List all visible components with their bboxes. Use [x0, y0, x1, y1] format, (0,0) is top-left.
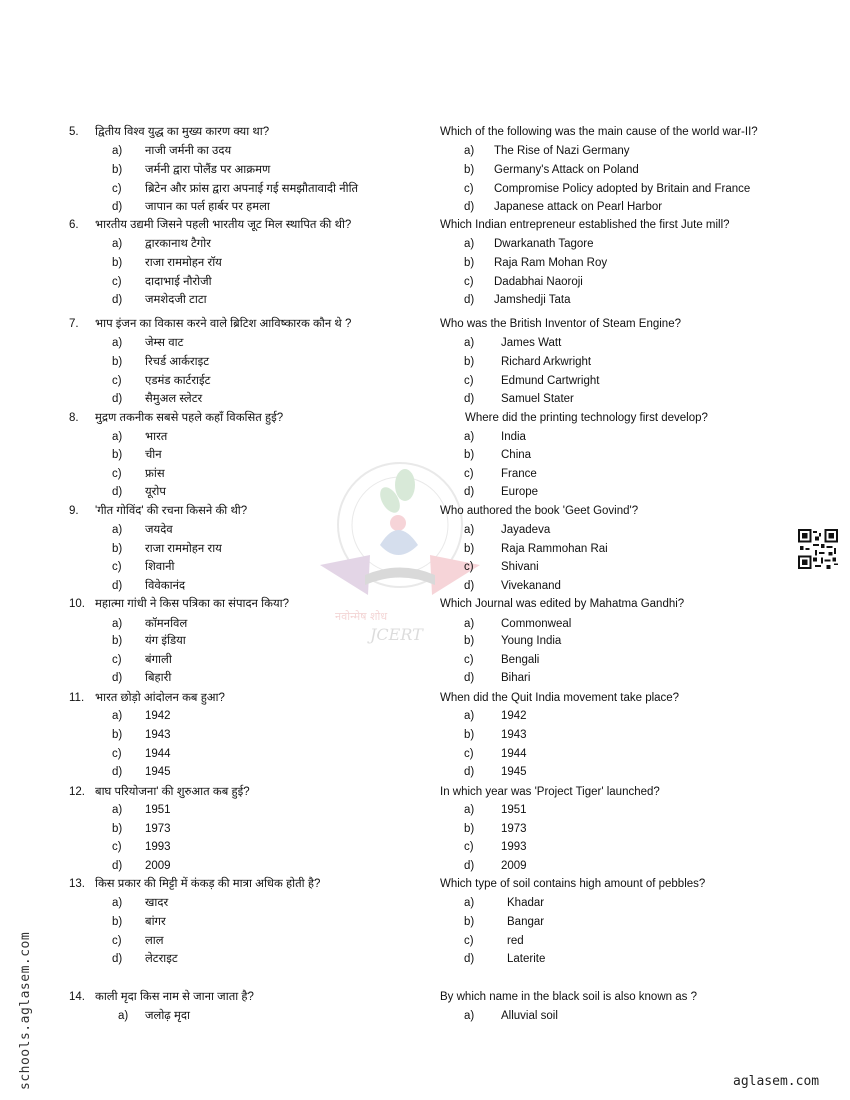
question-text-english: Which of the following was the main cause of the world war-II? [440, 126, 758, 138]
option-label-english: c) [464, 468, 474, 480]
question-text-english: Where did the printing technology first develop? [465, 412, 708, 424]
option-label-english: d) [464, 294, 475, 306]
option-label-english: c) [464, 935, 474, 947]
question-text-hindi: किस प्रकार की मिट्टी में कंकड़ की मात्रा अधिक होती है? [95, 878, 321, 890]
option-text-english: Alluvial soil [501, 1010, 558, 1022]
option-text-english: Vivekanand [501, 580, 561, 592]
option-text-english: 2009 [501, 860, 527, 872]
question-text-hindi: भाप इंजन का विकास करने वाले ब्रिटिश आविष्कारक कौन थे ? [95, 318, 352, 330]
option-label-hindi: a) [118, 1010, 129, 1022]
option-text-english: Samuel Stater [501, 393, 574, 405]
option-text-english: The Rise of Nazi Germany [494, 145, 630, 157]
option-label-english: c) [464, 654, 474, 666]
question-number: 14. [69, 991, 85, 1003]
qr-code-icon [798, 529, 838, 569]
question-text-english: Who was the British Inventor of Steam Engine? [440, 318, 681, 330]
question-text-english: Which Indian entrepreneur established the first Jute mill? [440, 219, 730, 231]
option-label-english: d) [464, 766, 475, 778]
option-text-hindi: चीन [145, 449, 162, 461]
option-label-hindi: d) [112, 393, 123, 405]
question-text-hindi: महात्मा गांधी ने किस पत्रिका का संपादन किया? [95, 598, 289, 610]
option-label-hindi: b) [112, 257, 123, 269]
option-label-english: d) [464, 953, 475, 965]
option-text-hindi: विवेकानंद [145, 580, 186, 592]
option-text-english: Richard Arkwright [501, 356, 592, 368]
option-label-english: a) [464, 145, 475, 157]
option-text-hindi: जर्मनी द्वारा पोलैंड पर आक्रमण [145, 164, 271, 176]
option-label-hindi: b) [112, 729, 123, 741]
option-text-english: India [501, 431, 526, 443]
option-label-english: b) [464, 729, 475, 741]
option-text-hindi: जलोढ़ मृदा [145, 1010, 190, 1022]
option-label-hindi: d) [112, 860, 123, 872]
option-label-english: c) [464, 748, 474, 760]
option-text-hindi: लेटराइट [145, 953, 178, 965]
question-number: 7. [69, 318, 79, 330]
option-text-hindi: एडमंड कार्टराईट [145, 375, 211, 387]
option-text-english: 1945 [501, 766, 527, 778]
option-label-english: a) [464, 897, 475, 909]
option-label-hindi: d) [112, 486, 123, 498]
option-label-english: d) [464, 393, 475, 405]
option-label-hindi: b) [112, 164, 123, 176]
option-label-hindi: c) [112, 935, 122, 947]
footer-url: aglasem.com [733, 1074, 820, 1089]
question-text-english: Which Journal was edited by Mahatma Gandhi? [440, 598, 685, 610]
option-label-hindi: a) [112, 897, 123, 909]
option-text-hindi: दादाभाई नौरोजी [145, 276, 212, 288]
option-text-hindi: 1973 [145, 823, 171, 835]
option-text-hindi: रिचर्ड आर्कराइट [145, 356, 210, 368]
option-label-hindi: c) [112, 276, 122, 288]
option-text-hindi: जमशेदजी टाटा [145, 294, 207, 306]
option-text-hindi: 1993 [145, 841, 171, 853]
option-text-hindi: यंग इंडिया [145, 635, 186, 647]
option-label-hindi: c) [112, 375, 122, 387]
question-number: 6. [69, 219, 79, 231]
option-label-hindi: a) [112, 524, 123, 536]
option-text-hindi: नाजी जर्मनी का उदय [145, 145, 232, 157]
option-label-english: d) [464, 580, 475, 592]
question-text-english: Which type of soil contains high amount of pebbles? [440, 878, 706, 890]
option-label-english: c) [464, 561, 474, 573]
option-text-english: Germany's Attack on Poland [494, 164, 639, 176]
option-text-hindi: सैमुअल स्लेटर [145, 393, 203, 405]
option-text-english: Jamshedji Tata [494, 294, 571, 306]
option-text-hindi: 1944 [145, 748, 171, 760]
question-text-english: In which year was 'Project Tiger' launched? [440, 786, 660, 798]
option-text-hindi: फ्रांस [145, 468, 165, 480]
option-label-english: b) [464, 356, 475, 368]
option-text-english: France [501, 468, 537, 480]
jcert-watermark-logo [310, 445, 480, 645]
option-text-english: 1993 [501, 841, 527, 853]
question-number: 12. [69, 786, 85, 798]
option-label-hindi: c) [112, 468, 122, 480]
option-text-hindi: कॉमनविल [145, 618, 188, 630]
option-text-english: Europe [501, 486, 539, 498]
option-text-english: Young India [501, 635, 562, 647]
question-text-hindi: 'गीत गोविंद' की रचना किसने की थी? [95, 505, 248, 517]
option-text-english: Bangar [507, 916, 545, 928]
question-text-hindi: बाघ परियोजना' की शुरुआत कब हुई? [95, 786, 250, 798]
option-text-hindi: लाल [145, 935, 164, 947]
option-text-english: 1942 [501, 710, 527, 722]
option-text-english: 1951 [501, 804, 527, 816]
question-number: 11. [69, 692, 85, 704]
option-text-hindi: 2009 [145, 860, 171, 872]
option-text-hindi: 1943 [145, 729, 171, 741]
option-label-hindi: a) [112, 618, 123, 630]
option-label-hindi: c) [112, 183, 122, 195]
option-label-english: b) [464, 635, 475, 647]
question-text-hindi: मुद्रण तकनीक सबसे पहले कहाँ विकसित हुई? [95, 412, 284, 424]
option-label-english: a) [464, 524, 475, 536]
option-text-english: Jayadeva [501, 524, 551, 536]
option-label-english: a) [464, 337, 475, 349]
option-text-hindi: 1945 [145, 766, 171, 778]
option-label-hindi: a) [112, 337, 123, 349]
question-text-english: By which name in the black soil is also known as ? [440, 991, 697, 1003]
option-text-english: Khadar [507, 897, 545, 909]
option-label-english: c) [464, 841, 474, 853]
question-number: 8. [69, 412, 79, 424]
option-label-english: d) [464, 672, 475, 684]
option-label-hindi: b) [112, 543, 123, 555]
option-label-english: c) [464, 375, 474, 387]
option-label-english: a) [464, 710, 475, 722]
option-label-english: b) [464, 916, 475, 928]
option-label-hindi: a) [112, 145, 123, 157]
option-text-english: red [507, 935, 524, 947]
option-label-english: c) [464, 276, 474, 288]
option-text-english: China [501, 449, 532, 461]
option-text-hindi: राजा राममोहन राय [145, 543, 222, 555]
option-label-hindi: d) [112, 672, 123, 684]
option-label-hindi: c) [112, 561, 122, 573]
watermark-code: JCERT [370, 625, 423, 644]
option-text-hindi: खादर [145, 897, 169, 909]
option-text-hindi: ब्रिटेन और फ्रांस द्वारा अपनाई गई समझौतावादी नीति [145, 183, 359, 195]
option-label-hindi: c) [112, 748, 122, 760]
question-number: 5. [69, 126, 79, 138]
option-text-hindi: बंगाली [145, 654, 172, 666]
option-text-english: Compromise Policy adopted by Britain and France [494, 183, 751, 195]
option-text-hindi: जापान का पर्ल हार्बर पर हमला [145, 201, 270, 213]
option-text-hindi: भारत [145, 431, 168, 443]
side-watermark-url: schools.aglasem.com [18, 931, 33, 1090]
option-label-hindi: a) [112, 238, 123, 250]
option-label-english: b) [464, 543, 475, 555]
option-label-hindi: b) [112, 635, 123, 647]
option-label-english: c) [464, 183, 474, 195]
option-label-hindi: d) [112, 766, 123, 778]
option-text-hindi: शिवानी [145, 561, 175, 573]
option-text-english: Raja Ram Mohan Roy [494, 257, 608, 269]
option-label-english: b) [464, 823, 475, 835]
option-label-hindi: d) [112, 201, 123, 213]
question-text-hindi: भारत छोड़ो आंदोलन कब हुआ? [95, 692, 225, 704]
option-label-english: a) [464, 804, 475, 816]
option-label-hindi: b) [112, 356, 123, 368]
option-text-hindi: जयदेव [145, 524, 173, 536]
question-number: 9. [69, 505, 79, 517]
option-text-english: Raja Rammohan Rai [501, 543, 608, 555]
option-text-english: Bihari [501, 672, 531, 684]
option-text-hindi: जेम्स वाट [145, 337, 184, 349]
option-text-hindi: 1951 [145, 804, 171, 816]
option-label-hindi: d) [112, 953, 123, 965]
option-text-english: Commonweal [501, 618, 572, 630]
question-text-hindi: काली मृदा किस नाम से जाना जाता है? [95, 991, 254, 1003]
option-label-hindi: c) [112, 841, 122, 853]
option-label-hindi: b) [112, 916, 123, 928]
option-text-english: Laterite [507, 953, 546, 965]
option-label-english: d) [464, 486, 475, 498]
option-text-hindi: द्वारकानाथ टैगोर [145, 238, 211, 250]
option-label-english: a) [464, 431, 475, 443]
option-label-hindi: b) [112, 823, 123, 835]
option-text-hindi: बांगर [145, 916, 166, 928]
option-label-hindi: a) [112, 804, 123, 816]
option-label-hindi: a) [112, 431, 123, 443]
option-text-english: Dwarkanath Tagore [494, 238, 594, 250]
option-text-hindi: यूरोप [145, 486, 166, 498]
option-text-english: James Watt [501, 337, 562, 349]
question-number: 13. [69, 878, 85, 890]
option-label-english: a) [464, 618, 475, 630]
option-label-hindi: b) [112, 449, 123, 461]
option-label-hindi: d) [112, 580, 123, 592]
option-text-english: Edmund Cartwright [501, 375, 600, 387]
question-text-hindi: भारतीय उद्यमी जिसने पहली भारतीय जूट मिल स्थापित की थी? [95, 219, 352, 231]
option-text-english: 1943 [501, 729, 527, 741]
option-label-hindi: a) [112, 710, 123, 722]
option-label-english: b) [464, 449, 475, 461]
option-label-hindi: c) [112, 654, 122, 666]
option-label-english: b) [464, 257, 475, 269]
option-label-english: d) [464, 201, 475, 213]
option-label-english: b) [464, 164, 475, 176]
watermark-motto: नवोन्मेष शोध [335, 610, 388, 623]
option-text-english: 1973 [501, 823, 527, 835]
option-label-english: a) [464, 1010, 475, 1022]
question-text-hindi: द्वितीय विश्व युद्ध का मुख्य कारण क्या था? [95, 126, 270, 138]
option-text-english: Shivani [501, 561, 539, 573]
question-number: 10. [69, 598, 85, 610]
option-text-english: Bengali [501, 654, 540, 666]
option-text-english: Dadabhai Naoroji [494, 276, 583, 288]
option-label-english: a) [464, 238, 475, 250]
option-text-hindi: राजा राममोहन रॉय [145, 257, 222, 269]
option-label-english: d) [464, 860, 475, 872]
option-text-hindi: बिहारी [145, 672, 172, 684]
question-text-english: When did the Quit India movement take place? [440, 692, 680, 704]
option-text-hindi: 1942 [145, 710, 171, 722]
option-text-english: 1944 [501, 748, 527, 760]
option-label-hindi: d) [112, 294, 123, 306]
question-text-english: Who authored the book 'Geet Govind'? [440, 505, 639, 517]
option-text-english: Japanese attack on Pearl Harbor [494, 201, 663, 213]
